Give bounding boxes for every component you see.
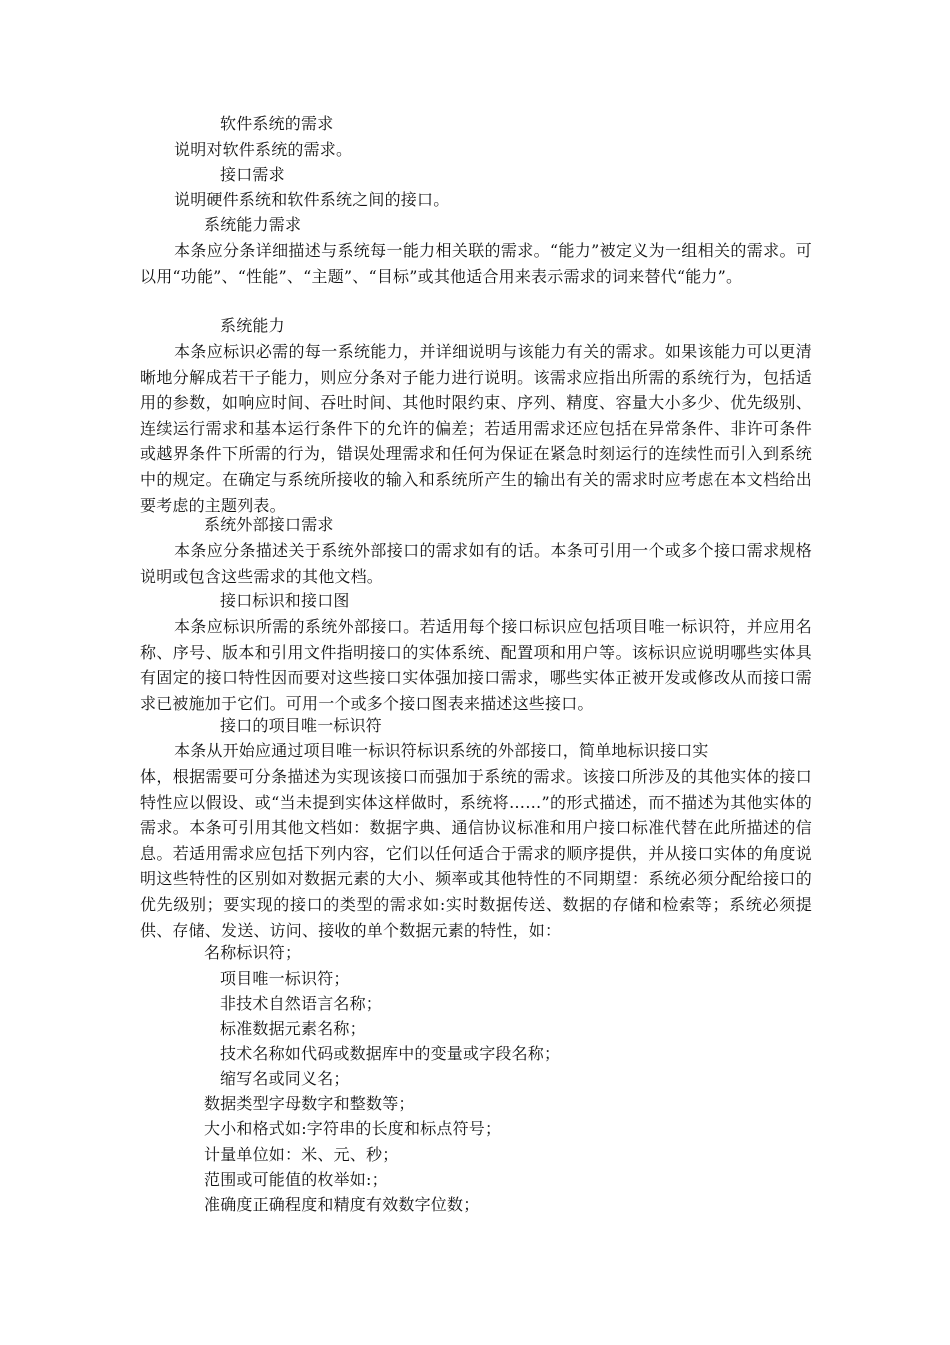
list-item-size-and-format: 大小和格式如:字符串的长度和标点符号； — [204, 1119, 502, 1138]
list-item-range-or-enumeration: 范围或可能值的枚举如:； — [204, 1170, 388, 1189]
list-item-name-identifier: 名称标识符； — [204, 943, 302, 962]
list-item-technical-name: 技术名称如代码或数据库中的变量或字段名称； — [220, 1044, 561, 1063]
paragraph-interface-unique-identifier-first-line: 本条从开始应通过项目唯一标识符标识系统的外部接口，简单地标识接口实 — [174, 741, 709, 760]
paragraph-software-system-requirements: 说明对软件系统的需求。 — [174, 140, 353, 159]
paragraph-interface-identification-and-diagrams: 本条应标识所需的系统外部接口。若适用每个接口标识应包括项目唯一标识符，并应用名称、序号、版本和引用文件指明接口的实体系统、配置项和用户等。该标识应说明哪些实体具有固定的接口特性因而要对这些接口实体强加接口需求，哪些实体正被开发或修改从而接口需求已被施加于它们。可用一个或多个接口图表来描述这些接口。 — [140, 617, 812, 713]
paragraph-system-capability: 本条应标识必需的每一系统能力，并详细说明与该能力有关的需求。如果该能力可以更清晰地分解成若干子能力，则应分条对子能力进行说明。该需求应指出所需的系统行为，包括适用的参数，如响应时间、吞吐时间、其他时限约束、序列、精度、容量大小多少、优先级别、连续运行需求和基本运行条件下的允许的偏差；若适用需求还应包括在异常条件、非许可条件或越界条件下所需的行为，错误处理需求和任何为保证在紧急时刻运行的连续性而引入到系统中的规定。在确定与系统所接收的输入和系统所产生的输出有关的需求时应考虑在本文档给出要考虑的主题列表。 — [140, 342, 812, 515]
list-item-accuracy-and-precision: 准确度正确程度和精度有效数字位数； — [204, 1195, 480, 1214]
heading-interface-requirements: 接口需求 — [220, 165, 285, 184]
list-item-data-type: 数据类型字母数字和整数等； — [204, 1094, 415, 1113]
paragraph-interface-unique-identifier-body: 体，根据需要可分条描述为实现该接口而强加于系统的需求。该接口所涉及的其他实体的接口特性应以假设、或“当未提到实体这样做时，系统将……”的形式描述，而不描述为其他实体的需求。本条可引用其他文档如：数据字典、通信协议标准和用户接口标准代替在此所描述的信息。若适用需求应包括下列内容，它们以任何适合于需求的顺序提供，并从接口实体的角度说明这些特性的区别如对数据元素的大小、频率或其他特性的不同期望：系统必须分配给接口的优先级别；要实现的接口的类型的需求如:实时数据传送、数据的存储和检索等；系统必须提供、存储、发送、访问、接收的单个数据元素的特性，如： — [140, 767, 812, 940]
list-item-abbreviation: 缩写名或同义名； — [220, 1069, 350, 1088]
paragraph-interface-requirements: 说明硬件系统和软件系统之间的接口。 — [174, 190, 450, 209]
heading-software-system-requirements: 软件系统的需求 — [220, 114, 334, 133]
list-item-project-unique-identifier: 项目唯一标识符； — [220, 969, 350, 988]
heading-interface-identification-and-diagrams: 接口标识和接口图 — [220, 591, 350, 610]
heading-system-capability: 系统能力 — [220, 316, 285, 335]
paragraph-system-capability-requirements: 本条应分条详细描述与系统每一能力相关联的需求。“能力”被定义为一组相关的需求。可以用“功能”、“性能”、“主题”、“目标”或其他适合用来表示需求的词来替代“能力”。 — [140, 241, 812, 286]
heading-system-capability-requirements: 系统能力需求 — [204, 215, 302, 234]
heading-interface-project-unique-identifier: 接口的项目唯一标识符 — [220, 716, 383, 735]
paragraph-system-external-interface-requirements: 本条应分条描述关于系统外部接口的需求如有的话。本条可引用一个或多个接口需求规格说明或包含这些需求的其他文档。 — [140, 541, 812, 586]
list-item-non-technical-name: 非技术自然语言名称； — [220, 994, 383, 1013]
list-item-standard-data-element-name: 标准数据元素名称； — [220, 1019, 366, 1038]
list-item-units-of-measure: 计量单位如：米、元、秒； — [204, 1145, 399, 1164]
heading-system-external-interface-requirements: 系统外部接口需求 — [204, 515, 334, 534]
